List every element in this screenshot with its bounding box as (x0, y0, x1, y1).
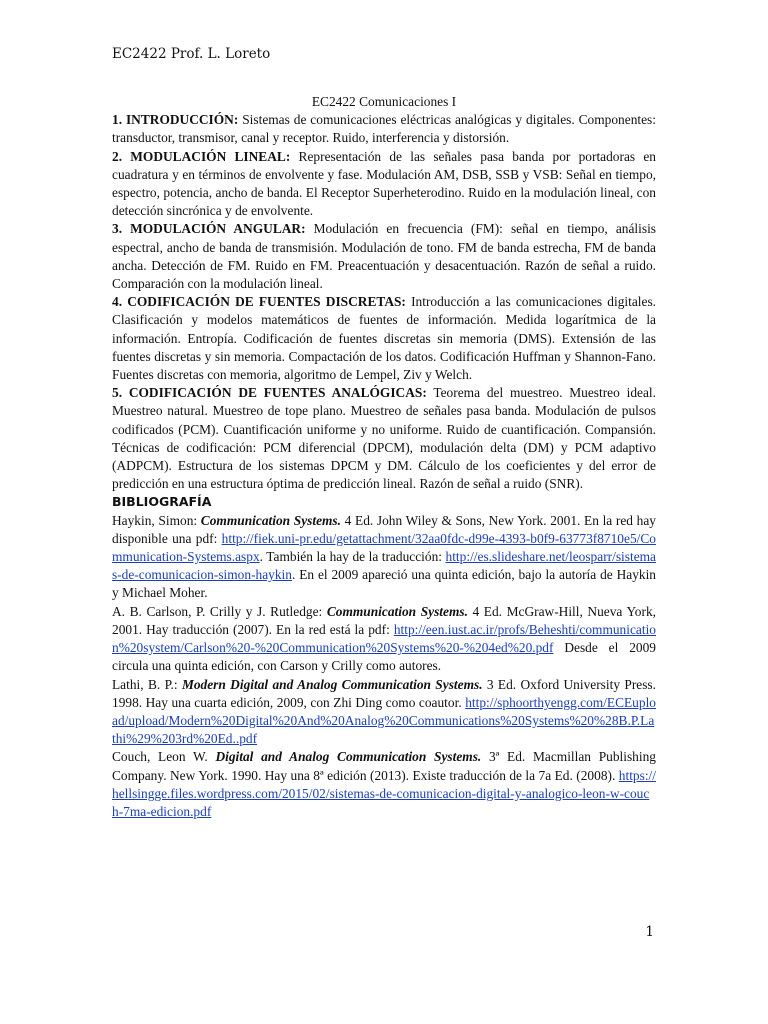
section-4 (112, 293, 656, 384)
section-heading: 5. CODIFICACIÓN DE FUENTES ANALÓGICAS: (112, 385, 427, 401)
ref-text: 3ª Ed. Macmillan Publishing Company. New York. 1990. Hay una 8ª edición (2013). Existe traducción de la 7a Ed. (2008). (112, 749, 656, 783)
reference-haykin (112, 512, 656, 603)
ref-link[interactable]: http://sphoorthyengg.com/ECEupload/upload/Modern%20Digital%20And%20Analog%20Communications%20Systems%20%28B.P.Lathi%29%203rd%20Ed..pdf (112, 694, 656, 747)
reference-list (112, 512, 656, 821)
reference-lathi (112, 676, 656, 749)
page-number: 1 (645, 924, 654, 940)
ref-author: A. B. Carlson, P. Crilly y J. Rutledge: (112, 603, 327, 619)
ref-author: Haykin, Simon: (112, 512, 201, 528)
ref-text: . En el 2009 apareció una quinta edición, bajo la autoría de Haykin y Michael Moher. (112, 567, 656, 601)
ref-book-title: Digital and Analog Communication Systems. (215, 749, 482, 765)
section-text: Representación de las señales pasa banda por portadoras en cuadratura y en términos de envolvente y fase. Modulación AM, DSB, SSB y VSB: Señal en tiempo, espectro, potencia, ancho de banda. El Receptor Superheterodino. Ruido en la modulación lineal, con detección sincrónica y de envolvente. (112, 148, 657, 219)
section-text: Modulación en frecuencia (FM): señal en tiempo, análisis espectral, ancho de banda de transmisión. Modulación de tono. FM de banda estrecha, FM de banda ancha. Detección de FM. Ruido en FM. Preacentuación y desacentuación. Razón de señal a ruido. Comparación con la modulación lineal. (112, 221, 656, 292)
ref-link[interactable]: http://fiek.uni-pr.edu/getattachment/32aa0fdc-d99e-4393-b0f9-63773f8710e5/Communication-Systems.aspx (112, 530, 656, 565)
section-text: Introducción a las comunicaciones digitales. Clasificación y modelos matemáticos de fuentes de información. Medida logarítmica de la información. Entropía. Codificación de fuentes discretas sin memoria (DMS). Extensión de las fuentes discretas y sin memoria. Compactación de los datos. Codificación Huffman y Shannon-Fano. Fuentes discretas con memoria, algoritmo de Lempel, Ziv y Welch. (112, 294, 657, 383)
reference-couch (112, 748, 656, 821)
ref-author: Lathi, B. P.: (112, 676, 182, 692)
ref-link[interactable]: http://es.slideshare.net/leosparr/sistemas-de-comunicacion-simon-haykin (112, 549, 656, 583)
section-3 (112, 220, 656, 293)
ref-text: 3 Ed. Oxford University Press. 1998. Hay una cuarta edición, 2009, con Zhi Ding como coautor. (112, 676, 656, 710)
ref-text: . También la hay de la traducción: (259, 549, 446, 565)
section-1 (112, 111, 656, 147)
ref-link[interactable]: http://een.iust.ac.ir/profs/Beheshti/communication%20system/Carlson%20-%20Communication%20Systems%20-%204ed%20.pdf (112, 621, 656, 656)
section-heading: 4. CODIFICACIÓN DE FUENTES DISCRETAS: (112, 294, 406, 310)
ref-book-title: Modern Digital and Analog Communication Systems. (181, 676, 483, 692)
section-heading: 1. INTRODUCCIÓN: (112, 112, 239, 128)
ref-text: Desde el 2009 circula una quinta edición, con Carson y Crilly como autores. (112, 640, 656, 674)
ref-text: 4 Ed. McGraw-Hill, Nueva York, 2001. Hay traducción (2007). En la red está la pdf: (112, 603, 656, 637)
section-2 (112, 148, 656, 221)
section-5 (112, 384, 656, 493)
section-text: Teorema del muestreo. Muestreo ideal. Muestreo natural. Muestreo de tope plano. Muestreo de señales pasa banda. Modulación de pulsos codificados (PCM). Cuantificación uniforme y no uniforme. Ruido de cuantificación. Compansión. Técnicas de codificación: PCM diferencial (DPCM), modulación delta (DM) y PCM adaptivo (ADPCM). Estructura de los sistemas DPCM y DM. Cálculo de los coeficientes y del error de predicción en una estructura óptima de predicción lineal. Razón de señal a ruido (SNR). (112, 385, 656, 492)
section-text: Sistemas de comunicaciones eléctricas analógicas y digitales. Componentes: transductor, transmisor, canal y receptor. Ruido, interferencia y distorsión. (112, 112, 656, 146)
ref-link[interactable]: https://hellsingge.files.wordpress.com/2015/02/sistemas-de-comunicacion-digital-y-analogico-leon-w-couch-7ma-edicion.pdf (112, 767, 656, 819)
ref-book-title: Communication Systems. (326, 603, 468, 619)
ref-book-title: Communication Systems. (200, 512, 341, 528)
ref-author: Couch, Leon W. (112, 749, 216, 765)
document-title: EC2422 Comunicaciones I (311, 94, 457, 109)
section-heading: 3. MODULACIÓN ANGULAR: (112, 221, 306, 237)
document-body (112, 93, 656, 821)
ref-text: 4 Ed. John Wiley & Sons, New York. 2001. En la red hay disponible una pdf: (112, 512, 656, 546)
bibliography-heading: BIBLIOGRAFÍA (112, 494, 212, 510)
page-header: EC2422 Prof. L. Loreto (112, 46, 271, 62)
reference-carlson (112, 603, 656, 676)
section-heading: 2. MODULACIÓN LINEAL: (112, 148, 291, 164)
